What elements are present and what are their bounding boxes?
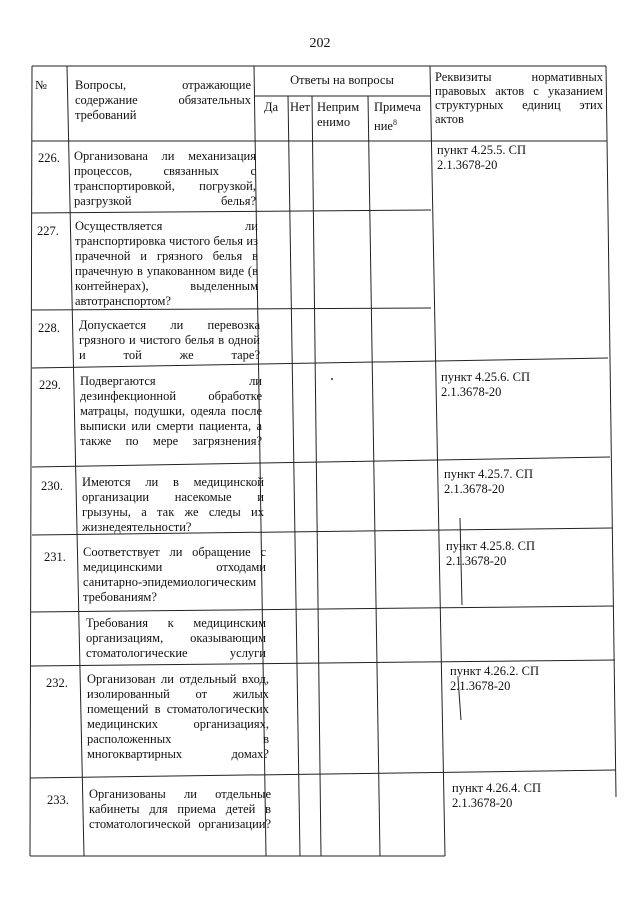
row-226-num: 226. <box>38 151 60 165</box>
row-232-ref: пункт 4.26.2. СП 2.1.3678-20 <box>450 664 539 693</box>
row-230-ref: пункт 4.25.7. СП 2.1.3678-20 <box>444 467 533 496</box>
header-questions: Вопросы, отражающие содержание обязательных требований <box>75 78 251 122</box>
row-229-num: 229. <box>39 378 61 392</box>
row-233-ref: пункт 4.26.4. СП 2.1.3678-20 <box>452 781 541 810</box>
section-dental-title: Требования к медицинским организациям, оказывающим стоматологические услуги <box>86 616 266 660</box>
speck <box>331 378 333 380</box>
header-yes: Да <box>263 100 279 114</box>
row-227-question: Осуществляется ли транспортировка чистого белья из прачечной и грязного белья в прачечную в упакованном виде (в контейнерах), выделенным автотранспортом? <box>75 219 258 308</box>
row-227-num: 227. <box>37 224 59 238</box>
row-233-num: 233. <box>47 793 69 807</box>
row-230-num: 230. <box>41 479 63 493</box>
row-228-question: Допускается ли перевозка грязного и чистого белья в одной и той же таре? <box>79 318 260 362</box>
row-233-question: Организованы ли отдельные кабинеты для приема детей в стоматологической организации? <box>89 787 271 831</box>
row-232-question: Организован ли отдельный вход, изолированный от жилых помещений в стоматологических медицинских организациях, расположенных в многоквартирных домах? <box>87 672 269 761</box>
row-232-num: 232. <box>46 676 68 690</box>
row-230-question: Имеются ли в медицинской организации насекомые и грызуны, а так же следы их жизнедеятельности? <box>82 475 264 534</box>
header-note <box>374 100 430 134</box>
page-number: 202 <box>309 36 331 51</box>
row-228-num: 228. <box>38 321 60 335</box>
header-num: № <box>35 78 47 92</box>
row-226-ref: пункт 4.25.5. СП 2.1.3678-20 <box>437 143 526 172</box>
header-answers: Ответы на вопросы <box>290 73 394 87</box>
row-231-ref: пункт 4.25.8. СП 2.1.3678-20 <box>446 539 535 568</box>
row-226-question: Организована ли механизация процессов, связанных с транспортировкой, погрузкой, разгрузкой белья? <box>74 149 256 208</box>
header-no: Нет <box>289 100 311 114</box>
header-note-sup: 8 <box>392 118 397 127</box>
header-na: Неприм енимо <box>317 100 360 129</box>
row-231-question: Соответствует ли обращение с медицинскими отходами санитарно-эпидемиологическим требованиям? <box>83 545 266 604</box>
row-231-num: 231. <box>44 550 66 564</box>
row-229-question: Подвергаются ли дезинфекционной обработке матрацы, подушки, одеяла после выписки или смерти пациента, а также по мере загрязнения? <box>80 374 262 448</box>
header-refs: Реквизиты нормативных правовых актов с указанием структурных единиц этих актов <box>435 70 603 126</box>
header-note-text: Примеча ние <box>374 100 421 134</box>
row-229-ref: пункт 4.25.6. СП 2.1.3678-20 <box>441 370 530 399</box>
